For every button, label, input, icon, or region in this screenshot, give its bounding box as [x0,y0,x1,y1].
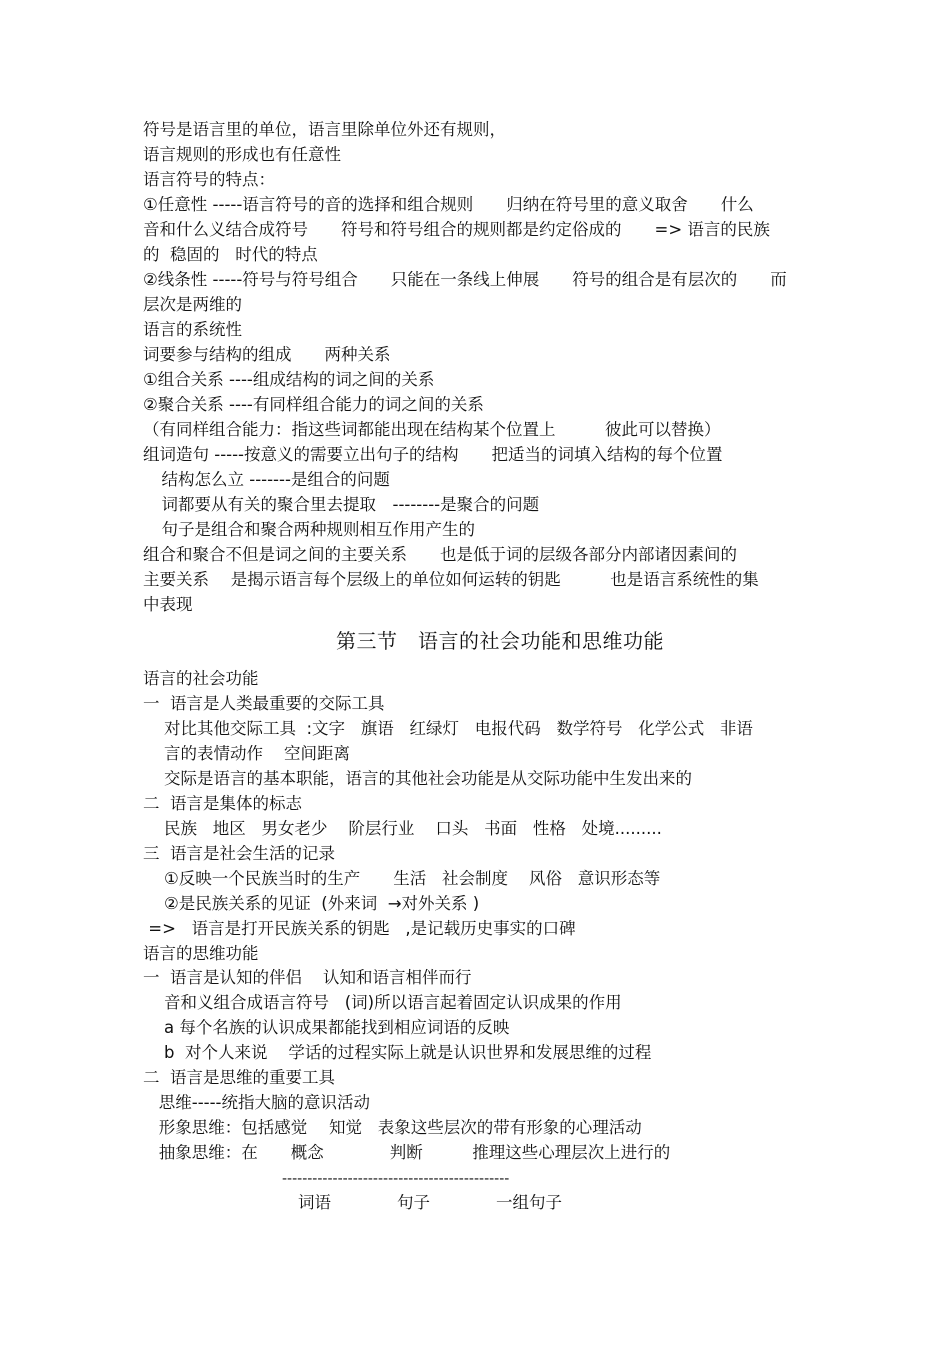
text-line: 结构怎么立 -------是组合的问题 [151,470,390,489]
text-line: 词都要从有关的聚合里去提取 --------是聚合的问题 [151,495,540,514]
text-line: 层次是两维的 [143,295,242,314]
text-line: 思维-----统指大脑的意识活动 [143,1093,371,1112]
section-title: 第三节 语言的社会功能和思维功能 [336,629,664,653]
text-line: 句子是组合和聚合两种规则相互作用产生的 [151,520,475,539]
text-line: （有同样组合能力：指这些词都能出现在结构某个位置上 彼此可以替换） [143,420,721,439]
text-line: 语言的社会功能 [143,669,259,688]
text-line: 词要参与结构的组成 两种关系 [143,345,391,364]
text-line: 二 语言是思维的重要工具 [143,1068,335,1087]
text-line: 三 语言是社会生活的记录 [143,844,335,863]
text-line: 中表现 [143,595,193,614]
text-line: a 每个名族的认识成果都能找到相应词语的反映 [143,1018,510,1037]
text-line: 语言的系统性 [143,320,242,339]
text-line: ②线条性 -----符号与符号组合 只能在一条线上伸展 符号的组合是有层次的 而 [143,270,787,289]
text-line: 语言的思维功能 [143,944,259,963]
text-line: ①任意性 -----语言符号的音的选择和组合规则 归纳在符号里的意义取舍 什么 [143,195,754,214]
text-line: 交际是语言的基本职能，语言的其他社会功能是从交际功能中生发出来的 [143,769,692,788]
text-line: 主要关系 是揭示语言每个层级上的单位如何运转的钥匙 也是语言系统性的集 [143,570,759,589]
text-line: b 对个人来说 学话的过程实际上就是认识世界和发展思维的过程 [143,1043,652,1062]
text-line: ②聚合关系 ----有同样组合能力的词之间的关系 [143,395,484,414]
text-line: 一 语言是认知的伴侣 认知和语言相伴而行 [143,968,472,987]
text-line: 语言规则的形成也有任意性 [143,145,341,164]
text-line: 抽象思维：在 概念 判断 推理这些心理层次上进行的 [143,1143,671,1162]
text-line: 符号是语言里的单位，语言里除单位外还有规则， [143,120,506,139]
text-line: 组词造句 -----按意义的需要立出句子的结构 把适当的词填入结构的每个位置 [143,445,723,464]
text-line: 的 稳固的 时代的特点 [143,245,318,264]
text-line: ①组合关系 ----组成结构的词之间的关系 [143,370,435,389]
text-line: 言的表情动作 空间距离 [143,744,350,763]
text-line: => 语言是打开民族关系的钥匙 ,是记载历史事实的口碑 [143,919,576,938]
text-line: 二 语言是集体的标志 [143,794,302,813]
dashed-separator: --------------------------------------------- [282,1171,510,1187]
text-line: 词语 句子 一组句子 [298,1193,562,1212]
text-line: 一 语言是人类最重要的交际工具 [143,694,385,713]
text-line: 民族 地区 男女老少 阶层行业 口头 书面 性格 处境......... [143,819,662,838]
text-line: 音和义组合成语言符号 (词)所以语言起着固定认识成果的作用 [143,993,622,1012]
text-line: 形象思维：包括感觉 知觉 表象这些层次的带有形象的心理活动 [143,1118,642,1137]
text-line: 组合和聚合不但是词之间的主要关系 也是低于词的层级各部分内部诸因素间的 [143,545,737,564]
text-line: 语言符号的特点： [143,170,275,189]
text-line: 音和什么义结合成符号 符号和符号组合的规则都是约定俗成的 => 语言的民族 [143,220,770,239]
text-line: ①反映一个民族当时的生产 生活 社会制度 风俗 意识形态等 [143,869,661,888]
text-line: 对比其他交际工具 :文字 旗语 红绿灯 电报代码 数学符号 化学公式 非语 [143,719,753,738]
text-line: ②是民族关系的见证 (外来词 →对外关系 ) [143,894,480,913]
